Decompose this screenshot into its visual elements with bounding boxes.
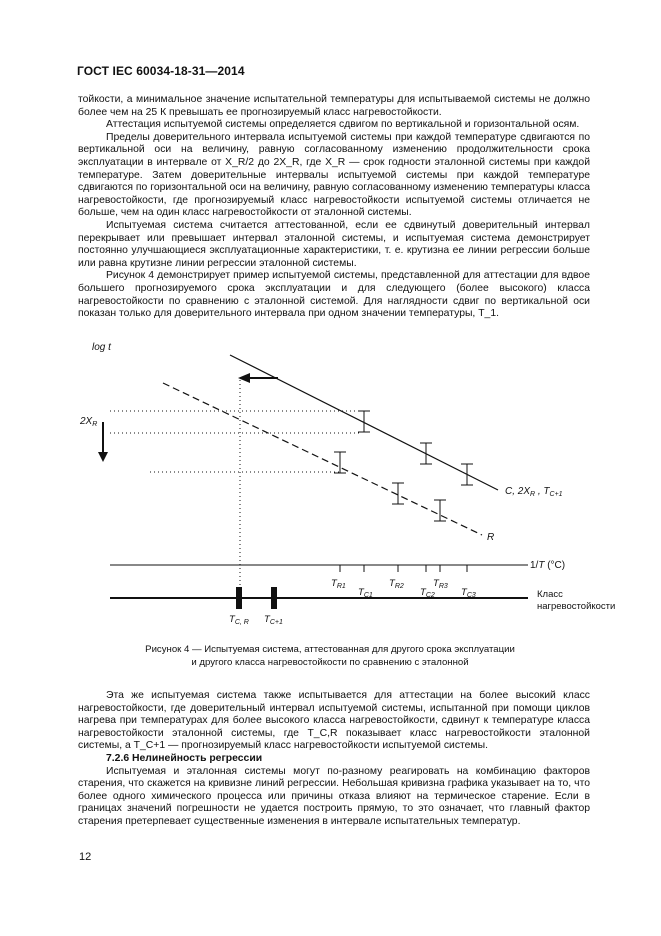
caption-line-2: и другого класса нагревостойкости по сравнению с эталонной (191, 657, 469, 668)
x-tick-labels (331, 578, 476, 599)
error-bar-c1 (358, 411, 370, 432)
caption-line-1: Рисунок 4 — Испытуемая система, аттестованная для другого срока эксплуатации (145, 644, 515, 655)
page-number: 12 (79, 851, 92, 863)
paragraph-3: Пределы доверительного интервала испытуемой системы при каждой температуре сдвигаются по вертикальной оси на величину, равную согласованному изменению продолжительности срока эксплуатации в интервале от X_R/2 до 2X_R, где X_R — срок годности эталонной системы при каждой температуре. Затем доверительные интервалы испытуемой системы при каждой температуре сдвигаются по горизонтальной оси на величину, равную согласованному изменению температуры класса нагревостойкости, где прогнозируемый класс нагревостойкости испытуемой системы отличается не больше, чем на один класс нагревостойкости от эталонной системы. (78, 131, 590, 219)
left-arrow-head (238, 373, 250, 383)
series-label-c: C, $2X_R$ , $T_{C+1}$ (505, 486, 563, 498)
error-bar-c2 (420, 443, 432, 464)
y-axis-label: log t (92, 342, 111, 353)
figure-caption (130, 643, 530, 669)
paragraph-1: тойкости, а минимальное значение испытательной температуры для испытываемой системы не должно более чем на 25 К превышать ее прогнозируемый класс нагревостойкости. (78, 94, 590, 118)
paragraph-5: Рисунок 4 демонстрирует пример испытуемой системы, представленной для аттестации для вдвое большего прогнозируемого срока эксплуатации и для следующего (более высокого) класса нагревостойкости по сравнению с эталонной системой. Для наглядности сдвиг по вертикальной оси показан только для доверительного интервала при одном значении температуры, T_1. (78, 270, 590, 320)
y-mark-label: $2X_R$ (80, 416, 98, 428)
class-tick-tcr: $T_{C, R}$ (229, 614, 249, 626)
tick-tc2: $T_{C2}$ (420, 587, 435, 599)
error-bar-r3 (434, 500, 446, 521)
class-axis-label-2: нагревостойкости (537, 601, 616, 612)
tick-tr3: $T_{R3}$ (433, 578, 448, 590)
down-arrow-head (98, 452, 108, 462)
class-marker-tcr (236, 587, 242, 609)
chart-body (79, 342, 615, 626)
paragraph-7: Испытуемая и эталонная системы могут по-разному реагировать на комбинацию факторов старения, что скажется на кривизне линий регрессии. Небольшая кривизна графика указывает на то, что более одного химического процесса или причины отказа влияют на термическое старение. Если в границах значений погрешности не удается построить прямую, то это означает, что главный фактор старения претерпевает существенные изменения в интервале испытательных температур. (78, 765, 590, 827)
regression-line-r (163, 383, 482, 535)
tick-tc3: $T_{C3}$ (461, 587, 476, 599)
document-header: ГОСТ IEC 60034-18-31—2014 (77, 64, 245, 78)
error-bar-c3 (461, 464, 473, 485)
class-marker-tc1 (271, 587, 277, 609)
series-label-r: R (487, 532, 495, 543)
class-axis-label-1: Класс (537, 589, 563, 600)
tick-tc1: $T_{C1}$ (358, 587, 373, 599)
paragraph-6: Эта же испытуемая система также испытывается для аттестации на более высокий класс нагревостойкости, где доверительный интервал испытуемой системы, испытанной при помощи циклов нагрева при температурах для более высокого класса нагревостойкости, сдвинут к температуре класса нагревостойкости эталонной системы, где T_C,R показывает класс нагревостойкости эталонной системы, а T_C+1 — прогнозируемый класс нагревостойкости испытуемой системы. (78, 690, 590, 752)
paragraph-4: Испытуемая система считается аттестованной, если ее сдвинутый доверительный интервал перекрывает или превышает интервал эталонной системы, и испытуемая система демонстрирует постоянно улучшающиеся эксплуатационные характеристики, т. е. крутизна ее линии регрессии больше или равна крутизне линии регрессии эталонной системы. (78, 219, 590, 269)
paragraph-2: Аттестация испытуемой системы определяется сдвигом по вертикальной и горизонтальной осям. (106, 119, 580, 131)
x-axis-label: 1/T (°C) (530, 560, 566, 571)
x-ticks (340, 565, 467, 572)
tick-tr2: $T_{R2}$ (389, 578, 404, 590)
after-text (78, 690, 590, 829)
section-title: 7.2.6 Нелинейность регрессии (106, 752, 263, 764)
tick-tr1: $T_{R1}$ (331, 578, 346, 590)
class-tick-tc1: $T_{C+1}$ (264, 614, 283, 626)
